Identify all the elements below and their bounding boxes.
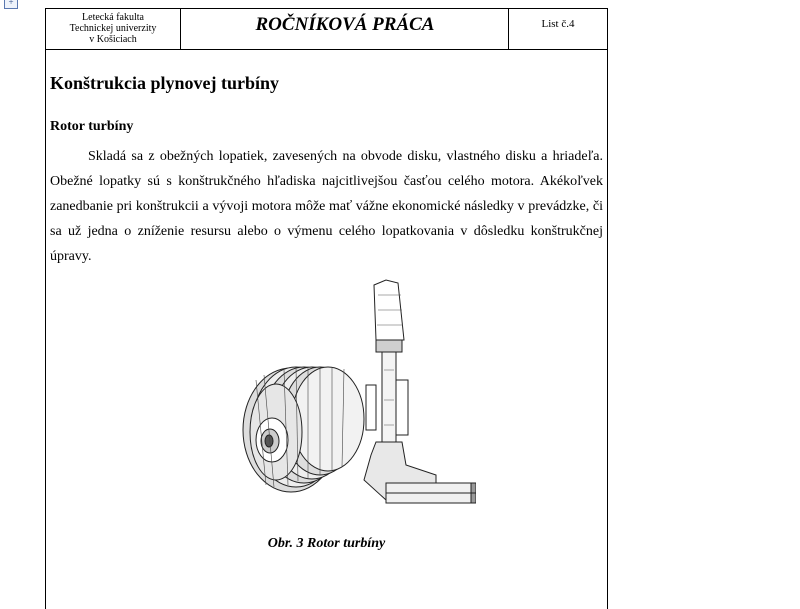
section-heading: Konštrukcia plynovej turbíny — [50, 73, 280, 93]
figure-caption: Obr. 3 Rotor turbíny — [267, 536, 386, 551]
rotor-disk-stack — [243, 367, 364, 492]
turbine-rotor-drawing — [236, 275, 476, 515]
document-page — [45, 8, 608, 609]
faculty-cell — [46, 9, 181, 49]
subsection-heading: Rotor turbíny — [50, 119, 134, 134]
document-title: ROČNÍKOVÁ PRÁCA — [182, 9, 509, 49]
sheet-number: List č.4 — [541, 18, 575, 30]
header-table — [46, 9, 607, 50]
faculty-line-1: Letecká fakulta — [82, 12, 144, 23]
paragraph-text: Skladá sa z obežných lopatiek, zavesených na obvode disku, vlastného disku a hriadeľa. Obežné lopatky sú s konštrukčného hľadiska najcitlivejšou časťou celého motora. Akékoľvek zanedbanie pri konštrukcii a vývoji motora môže mať vážne ekonomické následky v prevádzke, či sa už jedna o zníženie resursu alebo o výmenu celého lopatkovania v dôsledku konštrukčnej úpravy. — [50, 149, 603, 264]
body-paragraph — [50, 144, 603, 269]
table-move-handle-icon[interactable]: + — [4, 0, 18, 9]
faculty-line-2: Technickej univerzity — [69, 23, 157, 34]
rotor-section-view — [364, 280, 476, 503]
faculty-line-3: v Košiciach — [89, 34, 137, 45]
